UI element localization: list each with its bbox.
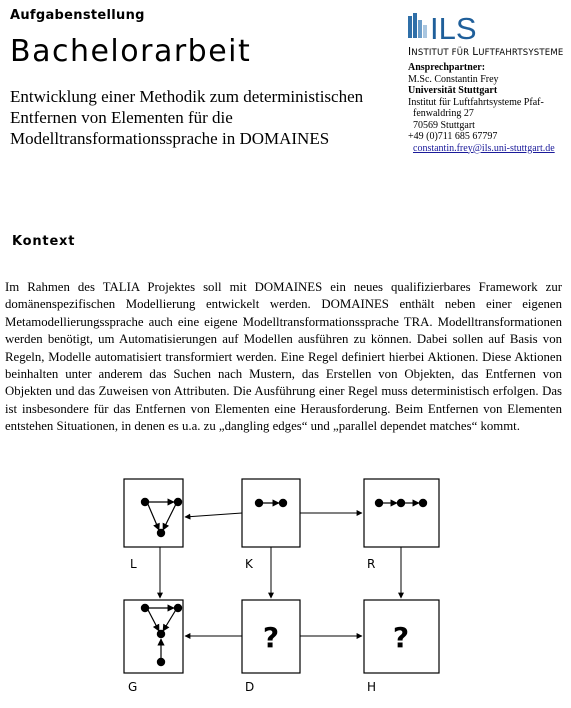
contact-name: M.Sc. Constantin Frey — [408, 73, 499, 85]
institute-logo-caption: INSTITUT FÜR LUFTFAHRTSYSTEME — [408, 46, 564, 58]
box-r — [364, 479, 439, 547]
svg-text:ILS: ILS — [430, 12, 477, 42]
label-h: H — [367, 680, 377, 694]
document-title: Bachelorarbeit — [10, 34, 252, 69]
label-g: G — [128, 680, 138, 694]
contact-university: Universität Stuttgart — [408, 85, 498, 96]
graph-transformation-diagram — [0, 470, 571, 708]
label-d: D — [245, 680, 255, 694]
label-k: K — [245, 557, 253, 571]
box-l — [124, 479, 183, 547]
box-g — [124, 600, 183, 673]
contact-street: fenwaldring 27 — [413, 108, 474, 119]
contact-phone: +49 (0)711 685 67797 — [408, 131, 498, 142]
contact-institute: Institut für Luftfahrtsysteme Pfaf- — [408, 96, 544, 108]
document-subtitle: Entwicklung einer Methodik zum deterministischen Entfernen von Elementen für die Modelltransformationssprache in DOMAINES — [10, 87, 364, 148]
box-k — [242, 479, 300, 547]
arrow-k-to-l — [185, 513, 242, 517]
contact-block — [408, 62, 568, 154]
context-paragraph: Im Rahmen des TALIA Projektes soll mit DOMAINES ein neues qualifizierbares Framework zur domänenspezifischen Modellierung entwickelt werden. DOMAINES enthält neben einer eigenen Metamodellierungssprache auch eine eigene Modelltransformationssprache TRA. Modelltransformationen werden benötigt, um Automatisierungen auf Modellen ausführen zu können. Dabei sollen auf Basis von Regeln, Modelle automatisiert transformiert werden. Eine Regel definiert hierbei Aktionen. Diese Aktionen beinhalten unter anderem das Suchen nach Mustern, das Erstellen von Objekten, das Entfernen von Objekten und das Zuweisen von Attributen. Die Ausführung einer Regel muss deterministisch erfolgen. Das ist insbesondere für das Entfernen von Elementen eine Herausforderung. Beim Entfernen von Elementen entstehen Situationen, in denen es u.a. zu „dangling edges“ und „parallel dependet matches“ kommt. — [5, 280, 562, 434]
d-unknown-mark: ? — [262, 621, 280, 654]
label-l: L — [130, 557, 137, 571]
document-type-label: Aufgabenstellung — [10, 8, 145, 23]
label-r: R — [367, 557, 376, 571]
contact-email-link[interactable]: constantin.frey@ils.uni-stuttgart.de — [413, 142, 555, 154]
section-heading: Kontext — [12, 234, 76, 249]
contact-postal: 70569 Stuttgart — [413, 119, 475, 131]
contact-label: Ansprechpartner: — [408, 62, 486, 73]
ils-logo — [408, 12, 480, 42]
h-unknown-mark: ? — [392, 621, 410, 654]
